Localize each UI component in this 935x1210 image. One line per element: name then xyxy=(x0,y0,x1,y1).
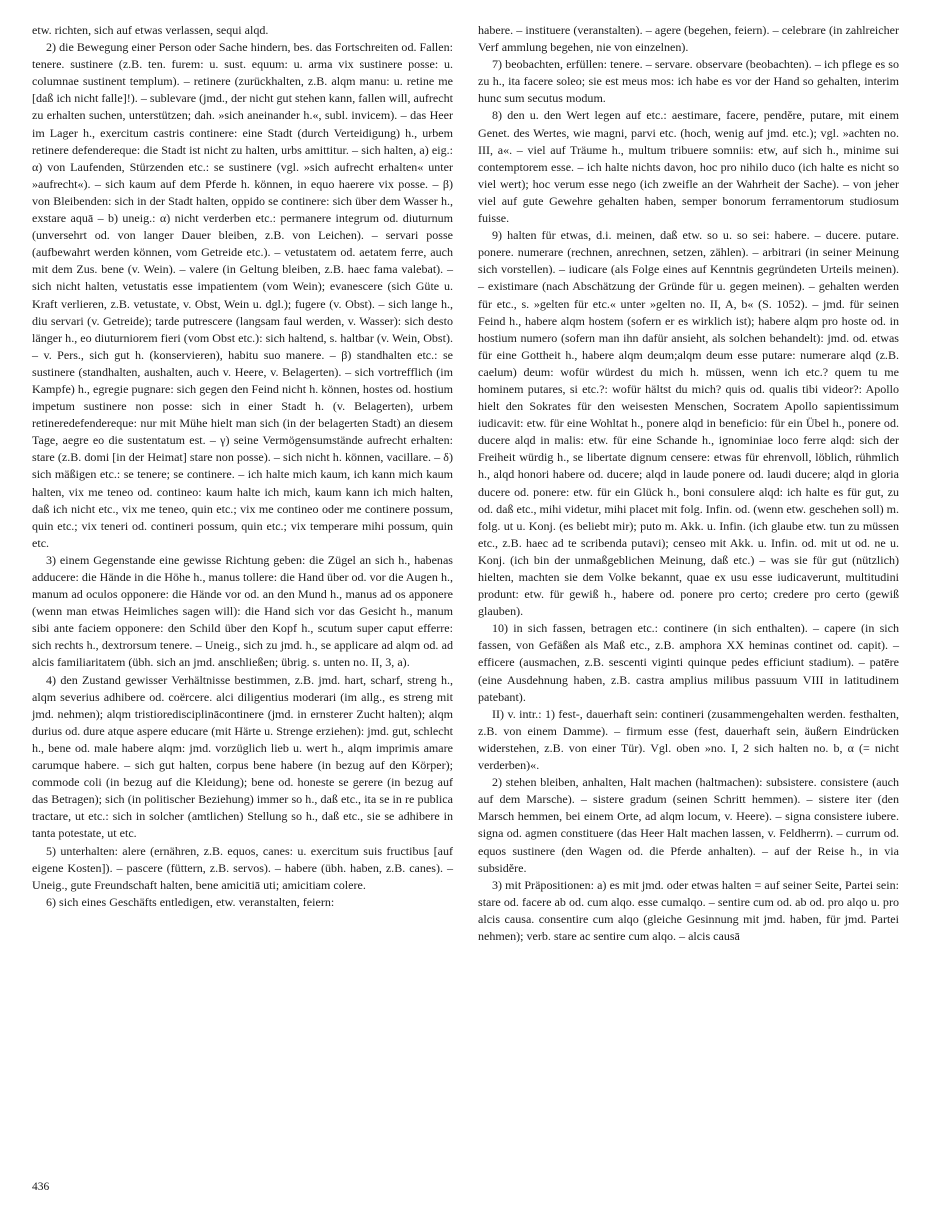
paragraph: 2) die Bewegung einer Person oder Sache hindern, bes. das Fortschreiten od. Fallen: tenere. sustinere (z.B. ten. furem: u. sust. equum: u. arma vix sustinere posse: u. columnae sustinent templum). – retinere (zurückhalten, z.B. alqm manu: u. retine me [daß ich nicht falle]!). – sublevare (jmd., der nicht gut stehen kann, fallen will, aufrecht zu erhalten suchen, unterstützen; dah. »sich aneinander h.«, subl. invicem). – das Heer im Lager h., exercitum castris continere: eine Stadt (durch Verteidigung) h., urbem retinere defendereque: die Stadt ist nicht zu halten, urbs amittitur. – sich halten, a) eig.: α) von Laufenden, Stürzenden etc.: se sustinere (vgl. »sich aufrecht erhalten« unter »aufrecht«). – sich kaum auf dem Pferde h. können, in equo haerere vix posse. – β) von Bleibenden: sich in der Stadt halten, oppido se continere: sich über dem Wasser h., exstare aquā – b) uneig.: α) nicht verderben etc.: permanere integrum od. diuturnum (unversehrt od. von langer Dauer bleiben, z.B. von Leichen). – servari posse (aufbewahrt werden können, vom Getreide etc.). – vetustatem od. aetatem ferre, auch mit dem Zus. bene (v. Wein). – valere (in Geltung bleiben, z.B. haec fama valebat). – sich nicht halten, vetustatis esse impatientem (vom Wein); evanescere (sich Güte u. Kraft verlieren, z.B. vetustate, v. Obst, Wein u. dgl.); fugere (v. Obst). – sich lange h., diu servari (v. Getreide); tarde putrescere (langsam faul werden, v. Wasser): sich desto länger h., eo diuturniorem fieri (vom Obst etc.): sich haltend, s. haltbar (v. Wein, Obst). – v. Pers., sich gut h. (konservieren), habitu suo manere. – β) standhalten etc.: se sustinere (standhalten, aushalten, auch v. Heere, v. Belagerten). – sich vortrefflich (im Kampfe) h., egregie pugnare: sich gegen den Feind nicht h. können, hostes od. hostium impetum sustinere non posse: sich in einer Stadt h. (v. Belagerten), urbem retineredefendereque: nur mit Mühe hielt man sich (in der belagerten Stadt) an diesem Tage, aegre eo die sustentatum est. – γ) seine Vermögensumstände aufrecht erhalten: stare (z.B. domi [in der Heimat] stare non posse). – sich nicht h. können, vacillare. – δ) sich mäßigen etc.: se tenere; se continere. – ich halte mich kaum, ich kann mich kaum halten, vix me teneo od. contineo: kaum halte ich mich, kaum kann ich mich halten, daß ich nicht etc., vix me teneo, quin etc.; vix me contineo oder me continere possum, quin etc.; vix teneri od. contineri possum, quin etc.; vix temperare mihi possum, quin etc. xyxy=(32,40,453,550)
right-column xyxy=(478,22,899,945)
paragraph: 10) in sich fassen, betragen etc.: continere (in sich enthalten). – capere (in sich fassen, von Gefäßen als Maß etc., z.B. amphora XX heminas continet od. capit). – efficere (ausmachen, z.B. sescenti viginti quinque pedes efficiunt stadium). – patēre (eine Ausdehnung haben, z.B. castra amplius milibus passuum VIII in latitudinem patebant). xyxy=(478,621,899,704)
paragraph: 4) den Zustand gewisser Verhältnisse bestimmen, z.B. jmd. hart, scharf, streng h., alqm severius adhibere od. coërcere. alci diligentius moderari (im allg., es streng mit jmd. nehmen); alqm tristioredisciplinācontinere (jmd. in ernsterer Zucht halten); alqm durius od. dure atque aspere educare (mit Härte u. Strenge erziehen): jmd. gut, schlecht h., bene od. male habere alqm: jmd. vorzüglich lieb u. wert h., alqm imprimis amare carumque habere. – sich gut halten, corpus bene habere (in bezug auf den Körper); commode coli (in bezug auf die Kleidung); bene od. honeste se gerere (in bezug auf das Betragen); sich (in politischer Beziehung) immer so h., daß etc., ita se in re publica tractare, ut etc.: sich in solcher (amtlichen) Stellung so h., daß etc., sie se adhibere in tanta potestate, ut etc. xyxy=(32,672,453,841)
paragraph: 9) halten für etwas, d.i. meinen, daß etw. so u. so sei: habere. – ducere. putare. ponere. numerare (rechnen, anrechnen, setzen, zählen). – arbitrari (in seiner Meinung sich vorstellen). – iudicare (als Folge eines auf Kenntnis gegründeten Urteils meinen). – existimare (nach Abschätzung der Gründe für u. gegen meinen). – gehalten werden für etc., s. »gelten für etc.« unter »gelten no. II, A, b« (S. 1052). – jmd. für seinen Feind h., habere alqm hostem (sofern er es wirklich ist); habere alqm pro hoste od. in hostium numero (sofern man ihn dafür ansieht, als solchen behandelt): jmd. od. etwas für eine Gottheit h., habere alqm deum;alqm deum esse putare: numerare alqd (z.B. caelum) deum: wofür würdest du mich h. müssen, wenn ich etc.? quem tu me hominem putares, si etc.?: wofür hältst du mich? quis od. qualis tibi videor?: Apollo hielt den Sokrates für den weisesten Menschen, Socratem Apollo sapientissimum iudicavit: etw. für eine Wohltat h., ponere alqd in beneficio: für ein Übel h., ponere od. ducere alqd in malis: etw. für eine Schande h., ignominiae loco ferre alqd: sich der Freiheit würdig h., se libertate dignum censere: etwas für ehrenvoll, löblich, rühmlich h., alqd honori habere od. ducere; alqd in laude ponere od. laudi ducere; alqd in gloria ducere od. ponere: etw. für ein Glück h., boni consulere alqd: ich halte es für gut, zu od. daß etc., mihi videtur, mihi placet mit folg. Infin. od. (wenn etw. geschehen soll) m. folg. ut u. Konj. (es beliebt mir); puto m. Akk. u. Infin. (ich glaube etw. tun zu müssen etc., z.B. haec ad te scribenda putavi); censeo mit Akk. u. Infin. od. mit ut od. ne u. Konj. (ich bin der unmaßgeblichen Meinung, daß etc.) – was sie für gut (nützlich) hielten, machten sie dem Volke bekannt, quae ex usu esse iudicaverunt, multitudini produnt: etw. für gewiß h., habere od. ponere pro certo; credere pro certo (gewiß glauben). xyxy=(478,228,899,619)
paragraph: 2) stehen bleiben, anhalten, Halt machen (haltmachen): subsistere. consistere (auch auf dem Marsche). – sistere gradum (seinen Schritt hemmen). – sistere iter (den Marsch hemmen, bei einem Orte, ad alqm locum, v. Heere). – signa consistere iubere. signa od. agmen constituere (das Heer Halt machen lassen, v. Feldherrn). – currum od. equos sustinere (den Wagen od. die Pferde anhalten). – auf der Reise h., in via subsidĕre. xyxy=(478,775,899,875)
paragraph: 8) den u. den Wert legen auf etc.: aestimare, facere, pendĕre, putare, mit einem Genet. des Wertes, wie magni, parvi etc. (hoch, wenig auf jmd. etc.); vgl. »achten no. III, a«. – viel auf Träume h., multum tribuere somniis: etw, auf sich h., minime sui contemptorem esse. – ich halte nichts davon, hoc pro nihilo duco (ich halte es nicht so viel wert); hoc verum esse nego (ich zweifle an der Wahrheit der Sache). – von jeher viel auf gute Gewehre gehalten haben, semper bonorum ferramentorum studiosum fuisse. xyxy=(478,108,899,226)
paragraph: II) v. intr.: 1) fest-, dauerhaft sein: contineri (zusammengehalten werden. festhalten, z.B. von einem Damme). – firmum esse (fest, dauerhaft sein, äußern Eindrücken widerstehen, z.B. von einer Tür). Vgl. oben »no. I, 2 sich halten no. b, α (= nicht verderben)«. xyxy=(478,706,899,773)
paragraph: etw. richten, sich auf etwas verlassen, sequi alqd. xyxy=(32,23,269,37)
paragraph: 3) mit Präpositionen: a) es mit jmd. oder etwas halten = auf seiner Seite, Partei sein: stare od. facere ab od. cum alqo. esse cumalqo. – sentire cum od. ab od. pro alqo u. pro alcis causa. consentire cum alqo (gleiche Gesinnung mit jmd. haben, für jmd. Partei nehmen); verb. stare ac sentire cum alqo. – alcis causā xyxy=(478,877,899,943)
paragraph: 7) beobachten, erfüllen: tenere. – servare. observare (beobachten). – ich pflege es so zu h., ita facere soleo; sie est meus mos: ich habe es vor der Hand so gehalten, interim hunc sum secutus modum. xyxy=(478,57,899,106)
left-column xyxy=(32,22,453,911)
paragraph: 3) einem Gegenstande eine gewisse Richtung geben: die Zügel an sich h., habenas adducere: die Hände in die Höhe h., manus tollere: die Hand über od. vor die Augen h., manum ad oculos opponere: die Hände vor od. an den Mund h., manus ad os apponere (wenn man etwas Heimliches sagen will): die Hand sich vor das Gesicht h., manum sibi ante faciem opponere: den Schild über den Kopf h., scutum super caput efferre: sich rechts h., dextrorsum tenere. – Uneig., sich zu jmd. h., se applicare ad alqm od. ad alcis familiaritatem (übh. sich an jmd. anschließen; übrig. s. unten no. II, 3, a). xyxy=(32,552,453,670)
paragraph: habere. – instituere (veranstalten). – agere (begehen, feiern). – celebrare (in zahlreicher Verf ammlung begehen, nie von einzelnen). xyxy=(478,23,899,55)
page-number: 436 xyxy=(32,1181,50,1193)
paragraph: 5) unterhalten: alere (ernähren, z.B. equos, canes: u. exercitum suis fructibus [auf eigene Kosten]). – pascere (füttern, z.B. servos). – habere (übh. haben, z.B. canes). – Uneig., gute Freundschaft halten, bene amicitiā uti; amicitiam colere. xyxy=(32,843,453,892)
paragraph: 6) sich eines Geschäfts entledigen, etw. veranstalten, feiern: xyxy=(46,894,335,909)
